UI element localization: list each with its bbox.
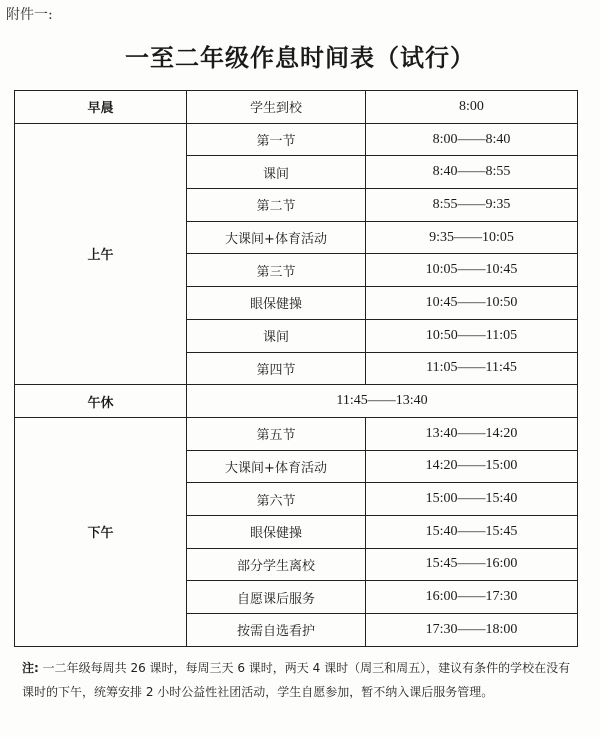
activity-cell: 大课间+体育活动	[187, 221, 366, 254]
time-cell: 15:45——16:00	[366, 548, 578, 581]
activity-cell: 第五节	[187, 417, 366, 450]
time-cell: 14:20——15:00	[366, 450, 578, 483]
time-cell: 8:40——8:55	[366, 156, 578, 189]
page-title: 一至二年级作息时间表（试行）	[125, 44, 475, 72]
activity-cell: 大课间+体育活动	[187, 450, 366, 483]
activity-cell: 第一节	[187, 123, 366, 156]
footnote-text: 一二年级每周共 26 课时，每周三天 6 课时，两天 4 课时（周三和周五），建议有条件的学校在没有课时的下午，统筹安排 2 小时公益性社团活动，学生自愿参加，暂不纳入课后服务管理。	[22, 661, 571, 699]
time-cell: 15:00——15:40	[366, 483, 578, 516]
time-cell: 8:00	[366, 91, 578, 124]
time-cell: 17:30——18:00	[366, 614, 578, 647]
table-row	[15, 123, 578, 156]
time-cell: 11:45——13:40	[187, 385, 578, 418]
time-cell: 9:35——10:05	[366, 221, 578, 254]
time-cell: 16:00——17:30	[366, 581, 578, 614]
time-cell: 8:00——8:40	[366, 123, 578, 156]
period-cell: 上午	[15, 123, 187, 385]
period-cell: 下午	[15, 417, 187, 646]
activity-cell: 眼保健操	[187, 515, 366, 548]
period-cell: 早晨	[15, 91, 187, 124]
activity-cell: 课间	[187, 319, 366, 352]
activity-cell: 眼保健操	[187, 287, 366, 320]
activity-cell: 按需自选看护	[187, 614, 366, 647]
attachment-label: 附件一:	[6, 7, 53, 23]
time-cell: 10:45——10:50	[366, 287, 578, 320]
activity-cell: 自愿课后服务	[187, 581, 366, 614]
activity-cell: 第三节	[187, 254, 366, 287]
time-cell: 10:05——10:45	[366, 254, 578, 287]
period-cell: 午休	[15, 385, 187, 418]
time-cell: 8:55——9:35	[366, 189, 578, 222]
footnote	[22, 656, 582, 704]
time-cell: 13:40——14:20	[366, 417, 578, 450]
activity-cell: 第六节	[187, 483, 366, 516]
activity-cell: 第四节	[187, 352, 366, 385]
activity-cell: 部分学生离校	[187, 548, 366, 581]
table-row	[15, 385, 578, 418]
activity-cell: 第二节	[187, 189, 366, 222]
schedule-table	[14, 90, 578, 647]
time-cell: 11:05——11:45	[366, 352, 578, 385]
time-cell: 10:50——11:05	[366, 319, 578, 352]
activity-cell: 学生到校	[187, 91, 366, 124]
table-row	[15, 91, 578, 124]
activity-cell: 课间	[187, 156, 366, 189]
footnote-label: 注:	[22, 661, 39, 675]
table-row	[15, 417, 578, 450]
time-cell: 15:40——15:45	[366, 515, 578, 548]
